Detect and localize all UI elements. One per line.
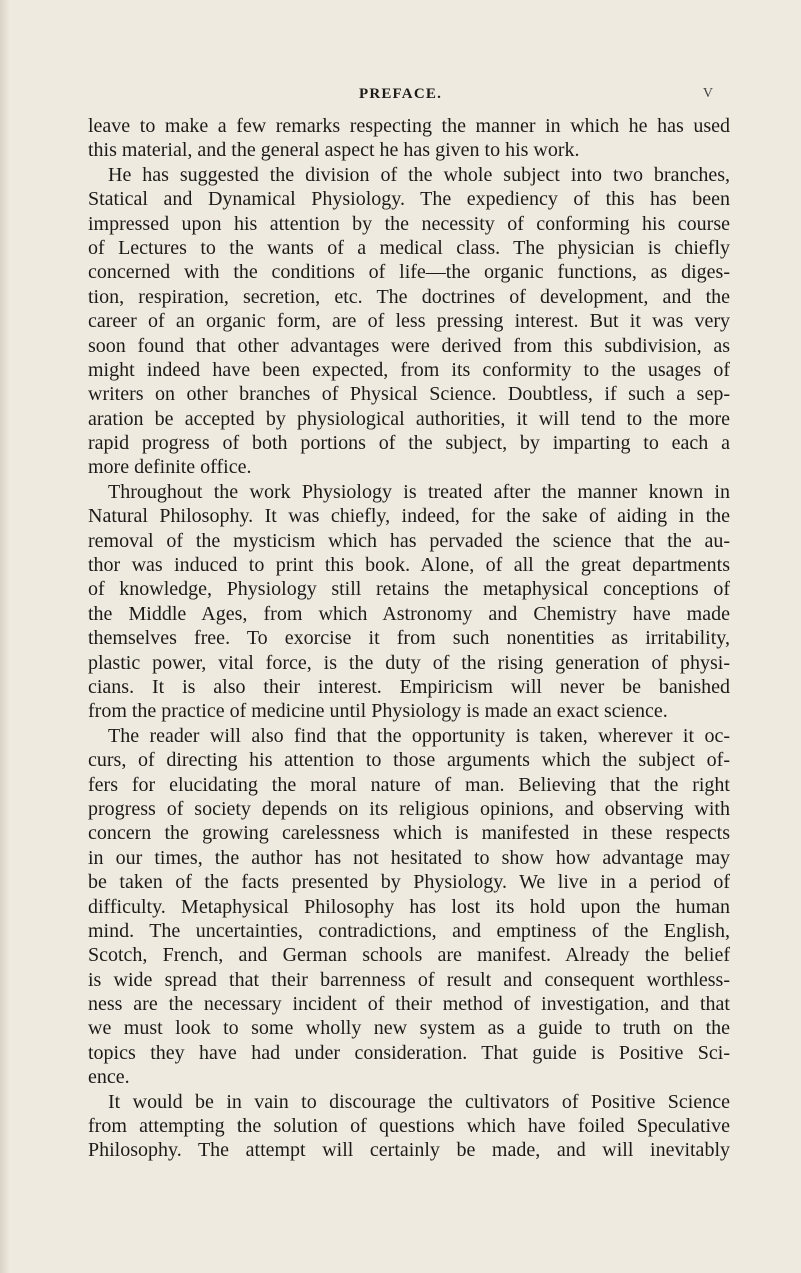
- text-line: from attempting the solution of questions which have foiled Speculative: [88, 1115, 730, 1138]
- text-line: Natural Philosophy. It was chiefly, indeed, for the sake of aiding in the: [88, 505, 730, 528]
- text-line: of Lectures to the wants of a medical class. The physician is chiefly: [88, 236, 730, 259]
- text-line: Statical and Dynamical Physiology. The expediency of this has been: [88, 188, 730, 211]
- text-line: Philosophy. The attempt will certainly be made, and will inevitably: [88, 1139, 730, 1162]
- text-line: aration be accepted by physiological authorities, it will tend to the more: [88, 407, 730, 430]
- text-line: topics they have had under consideration. That guide is Positive Sci-: [88, 1041, 730, 1064]
- page-header: [0, 86, 801, 110]
- text-line: be taken of the facts presented by Physiology. We live in a period of: [88, 871, 730, 894]
- text-line: the Middle Ages, from which Astronomy and Chemistry have made: [88, 602, 730, 625]
- text-line: rapid progress of both portions of the subject, by imparting to each a: [88, 432, 730, 455]
- text-line: we must look to some wholly new system as a guide to truth on the: [88, 1017, 730, 1040]
- text-line: concern the growing carelessness which is manifested in these respects: [88, 822, 730, 845]
- text-line: in our times, the author has not hesitated to show how advantage may: [88, 846, 730, 869]
- body-text: [88, 114, 730, 1163]
- text-line: this material, and the general aspect he has given to his work.: [88, 139, 580, 162]
- text-line: It would be in vain to discourage the cultivators of Positive Science: [108, 1090, 730, 1113]
- text-line: Throughout the work Physiology is treated after the manner known in: [108, 480, 730, 503]
- text-line: is wide spread that their barrenness of result and consequent worthless-: [88, 968, 730, 991]
- text-line: from the practice of medicine until Physiology is made an exact science.: [88, 700, 668, 723]
- text-line: Scotch, French, and German schools are manifest. Already the belief: [88, 944, 730, 967]
- text-line: soon found that other advantages were derived from this subdivision, as: [88, 334, 730, 357]
- text-line: thor was induced to print this book. Alone, of all the great departments: [88, 554, 730, 577]
- text-line: concerned with the conditions of life—the organic functions, as diges-: [88, 261, 730, 284]
- text-line: tion, respiration, secretion, etc. The doctrines of development, and the: [88, 285, 730, 308]
- text-line: leave to make a few remarks respecting the manner in which he has used: [88, 115, 730, 137]
- text-line: career of an organic form, are of less pressing interest. But it was very: [88, 310, 730, 333]
- text-line: curs, of directing his attention to those arguments which the subject of-: [88, 749, 730, 772]
- page-number: V: [702, 86, 713, 101]
- text-line: removal of the mysticism which has pervaded the science that the au-: [88, 529, 730, 552]
- text-line: ence.: [88, 1066, 130, 1089]
- text-line: might indeed have been expected, from its conformity to the usages of: [88, 358, 730, 381]
- text-line: He has suggested the division of the whole subject into two branches,: [108, 163, 730, 186]
- text-line: ness are the necessary incident of their method of investigation, and that: [88, 993, 730, 1016]
- text-line: mind. The uncertainties, contradictions, and emptiness of the English,: [88, 919, 730, 942]
- text-line: more definite office.: [88, 456, 252, 479]
- text-line: difficulty. Metaphysical Philosophy has lost its hold upon the human: [88, 895, 730, 918]
- text-line: The reader will also find that the opportunity is taken, wherever it oc-: [108, 724, 730, 747]
- text-line: plastic power, vital force, is the duty of the rising generation of physi-: [88, 651, 730, 674]
- text-line: writers on other branches of Physical Science. Doubtless, if such a sep-: [88, 383, 730, 406]
- text-line: progress of society depends on its religious opinions, and observing with: [88, 797, 730, 820]
- running-head: PREFACE.: [358, 86, 443, 102]
- text-line: of knowledge, Physiology still retains the metaphysical conceptions of: [88, 578, 730, 601]
- page-edge-shadow: [0, 0, 10, 1273]
- text-line: themselves free. To exorcise it from such nonentities as irritability,: [88, 627, 730, 650]
- text-line: fers for elucidating the moral nature of man. Believing that the right: [88, 773, 730, 796]
- text-line: impressed upon his attention by the necessity of conforming his course: [88, 212, 730, 235]
- text-line: cians. It is also their interest. Empiricism will never be banished: [88, 675, 730, 698]
